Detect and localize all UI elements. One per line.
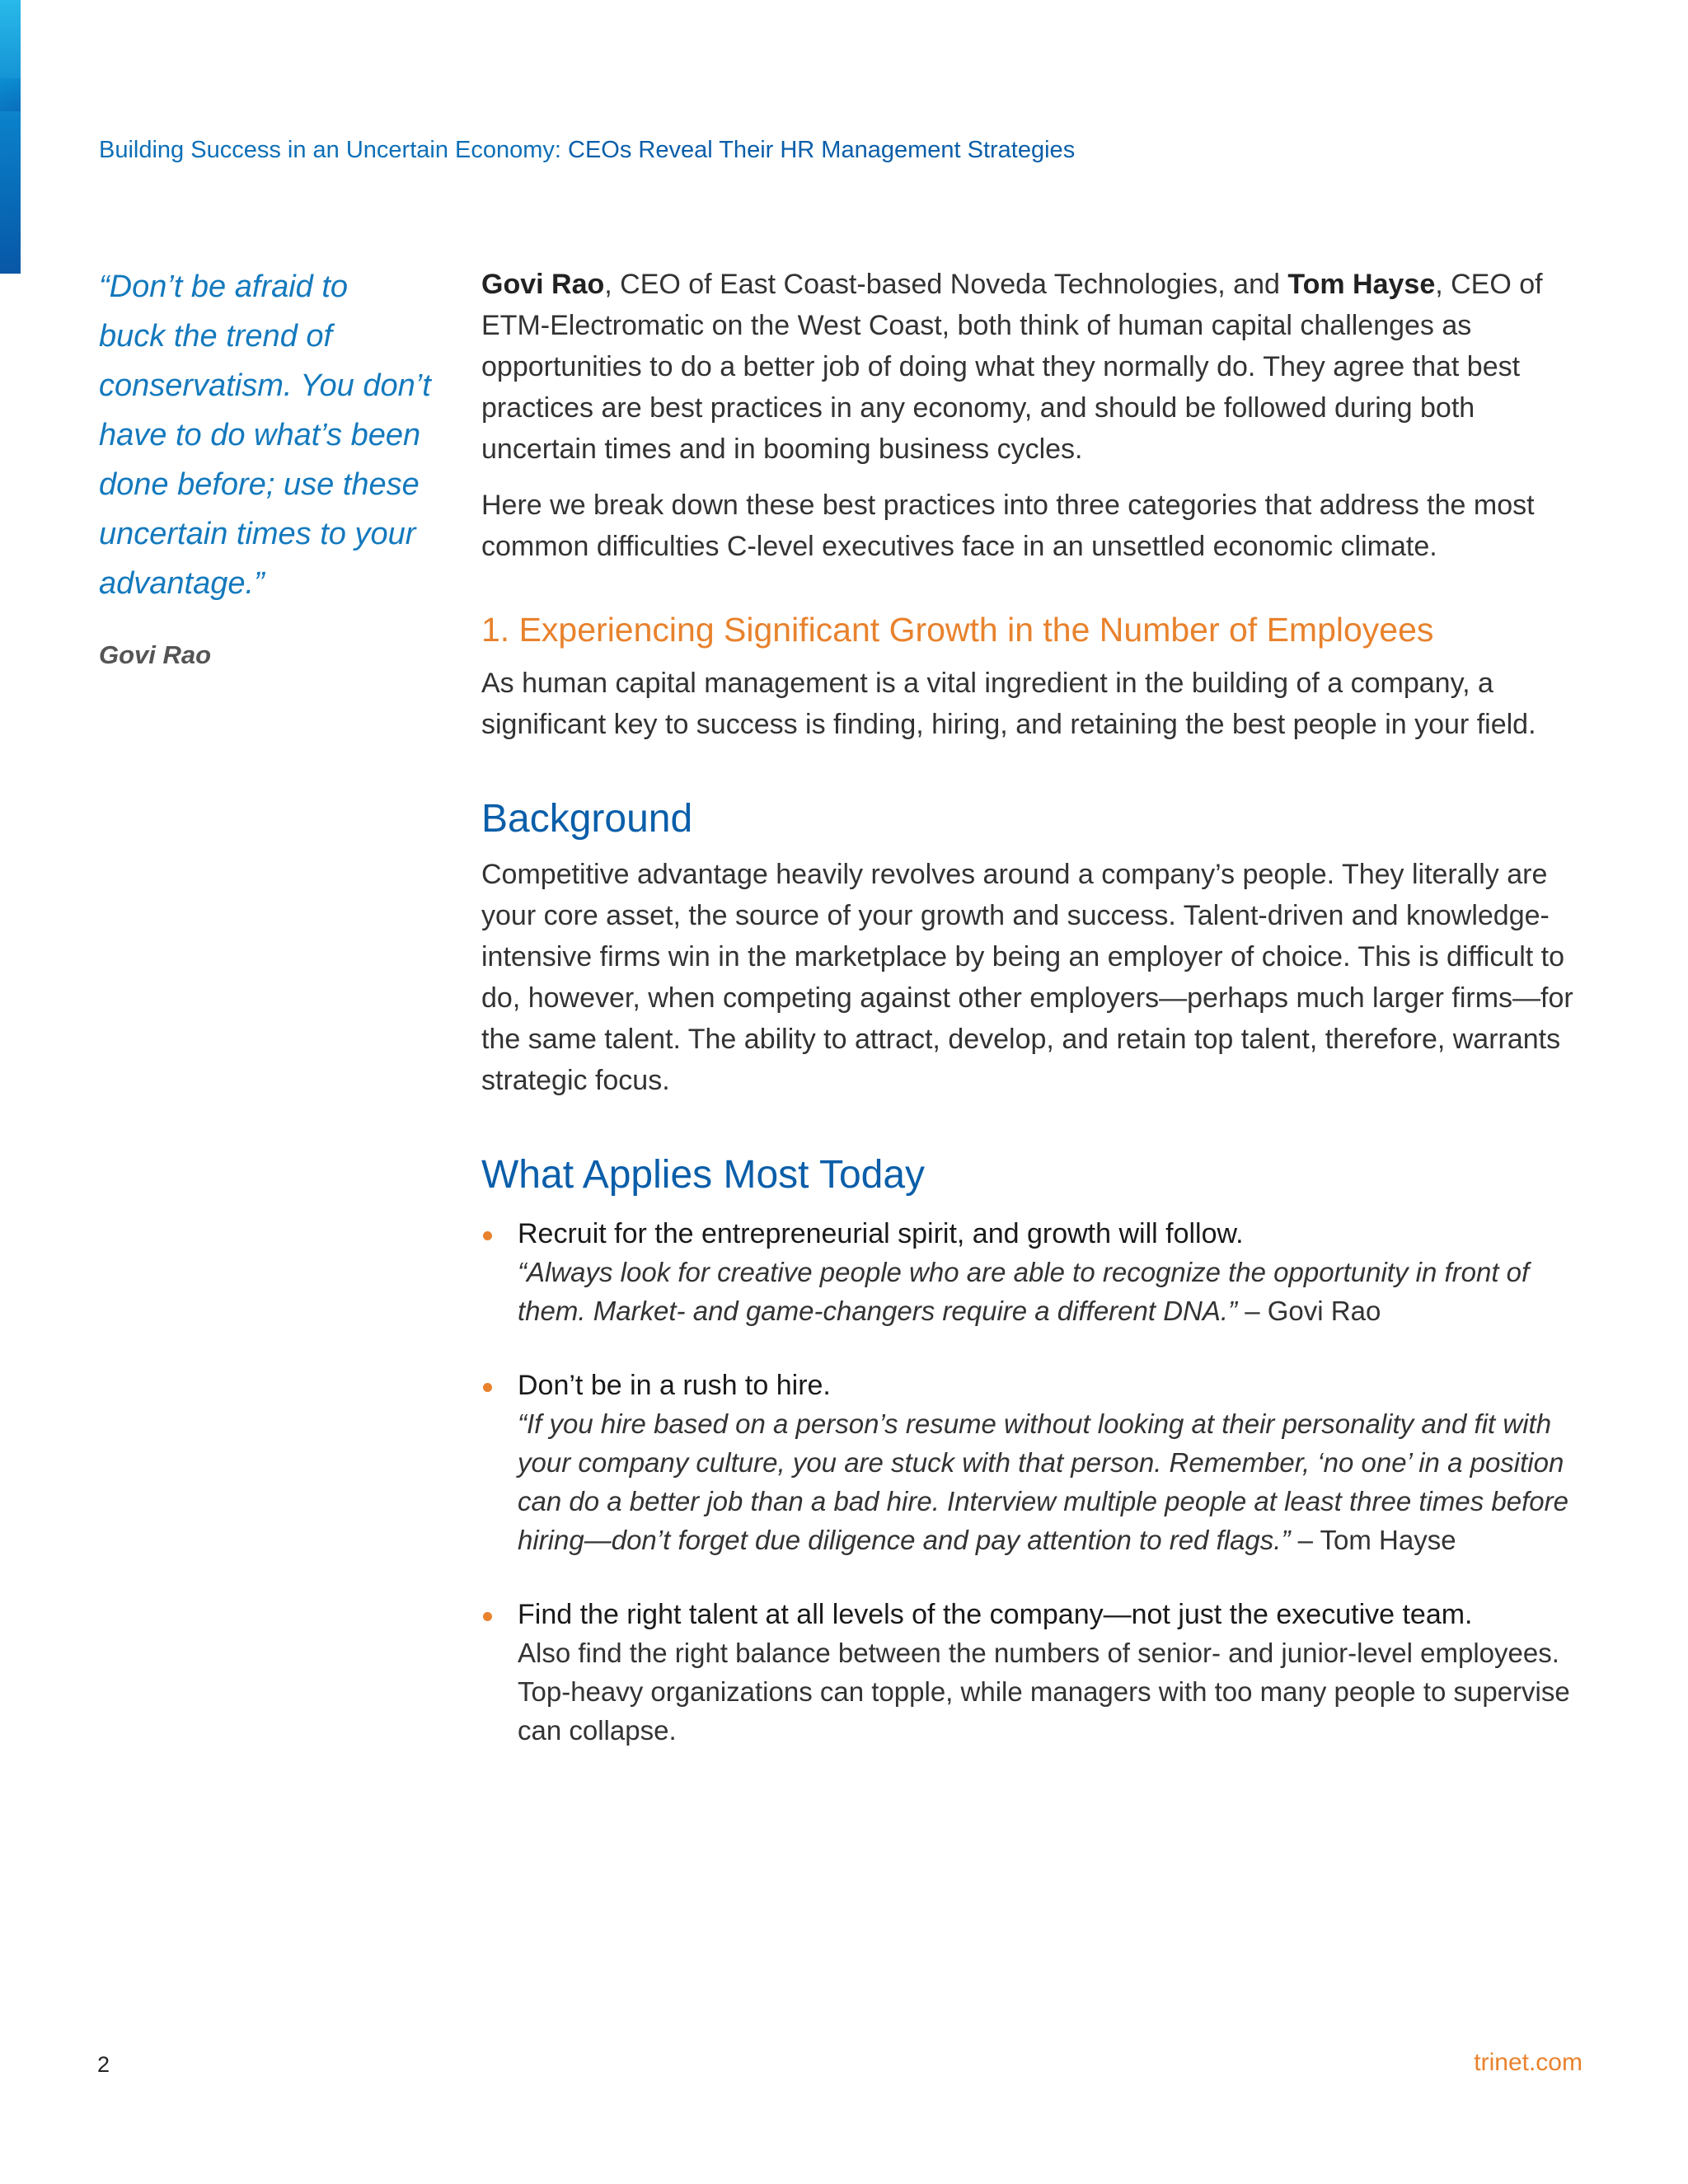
bullet-icon [483,1612,492,1621]
bullet-quote: “If you hire based on a person’s resume without looking at their personality and fit with your company culture, you are stuck with that person. Remember, ‘no one’ in a position can do a better job than a bad hire. Interview multiple people at least three times before hiring—don’t forget due diligence and pay attention to red flags.” [518,1408,1568,1555]
bullet-attribution: – Govi Rao [1237,1296,1381,1326]
running-header-part1: Building Success in an Uncertain Economy: [99,137,569,163]
pull-quote-line: have to do what’s been [99,418,421,452]
intro-text-1: , CEO of East Coast-based Noveda Technologies, and [604,269,1288,300]
section-1-body: As human capital management is a vital ingredient in the building of a company, a significant key to success is finding, hiring, and retaining the best people in your field. [481,668,1536,740]
pull-quote-line: conservatism. You don’t [99,368,431,403]
intro-name-hayse: Tom Hayse [1287,269,1436,300]
intro-paragraph-2: Here we break down these best practices into three categories that address the most common difficulties C-level executives face in an unsettled economic climate. [481,490,1535,562]
bullet-attribution: – Tom Hayse [1290,1525,1456,1555]
bullet-body [518,1253,1586,1330]
bullet-body [518,1404,1586,1559]
page-number: 2 [97,2052,110,2077]
edge-accent-bar [0,0,21,274]
bullet-icon [483,1383,492,1392]
site-link[interactable]: trinet.com [1474,2049,1582,2076]
intro-text-2: , CEO of ETM-Electromatic on the West Coast, both think of human capital challenges as opportunities to do a better job of doing what they normally do. They agree that best practices are best practices in any economy, and should be followed during both uncertain times and in booming business cycles. [481,269,1543,465]
list-item [481,1366,1586,1559]
bullet-title: Find the right talent at all levels of the company—not just the executive team. [518,1599,1473,1630]
bullet-title: Recruit for the entrepreneurial spirit, and growth will follow. [518,1218,1244,1249]
list-item [481,1596,1586,1750]
what-applies-heading: What Applies Most Today [481,1153,926,1197]
running-header [99,137,1075,164]
pull-quote-line: uncertain times to your [99,517,416,551]
background-body: Competitive advantage heavily revolves around a company’s people. They literally are your core asset, the source of your growth and success. Talent-driven and knowledge-intensive firms win in the marketplace by being an employer of choice. This is difficult to do, however, when competing against other employers—perhaps much larger firms—for the same talent. The ability to attract, develop, and retain top talent, therefore, warrants strategic focus. [481,859,1573,1096]
pull-quote-line: done before; use these [99,467,420,502]
bullet-title: Don’t be in a rush to hire. [518,1370,831,1401]
pull-quote-line: “Don’t be afraid to [99,269,349,304]
list-item [481,1215,1586,1330]
bullet-icon [483,1231,492,1240]
intro-paragraph [481,264,1586,470]
main-column [481,264,1586,1786]
section-1-heading: 1. Experiencing Significant Growth in the Number of Employees [481,611,1434,649]
running-header-part2: CEOs Reveal Their HR Management Strategies [568,137,1076,163]
bullet-body: Also find the right balance between the numbers of senior- and junior-level employees. Top-heavy organizations can topple, while managers with too many people to supervise can collapse. [518,1638,1570,1746]
pull-quote-line: buck the trend of [99,319,333,354]
pull-quote-attribution: Govi Rao [99,640,212,669]
background-heading: Background [481,797,693,841]
pull-quote-line: advantage.” [99,566,265,601]
bullet-quote: “Always look for creative people who are able to recognize the opportunity in front of them. Market- and game-changers require a different DNA.” [518,1257,1530,1326]
pull-quote [99,262,445,608]
edge-accent-notch [0,78,21,111]
best-practices-list [481,1215,1586,1750]
intro-name-rao: Govi Rao [481,269,605,300]
